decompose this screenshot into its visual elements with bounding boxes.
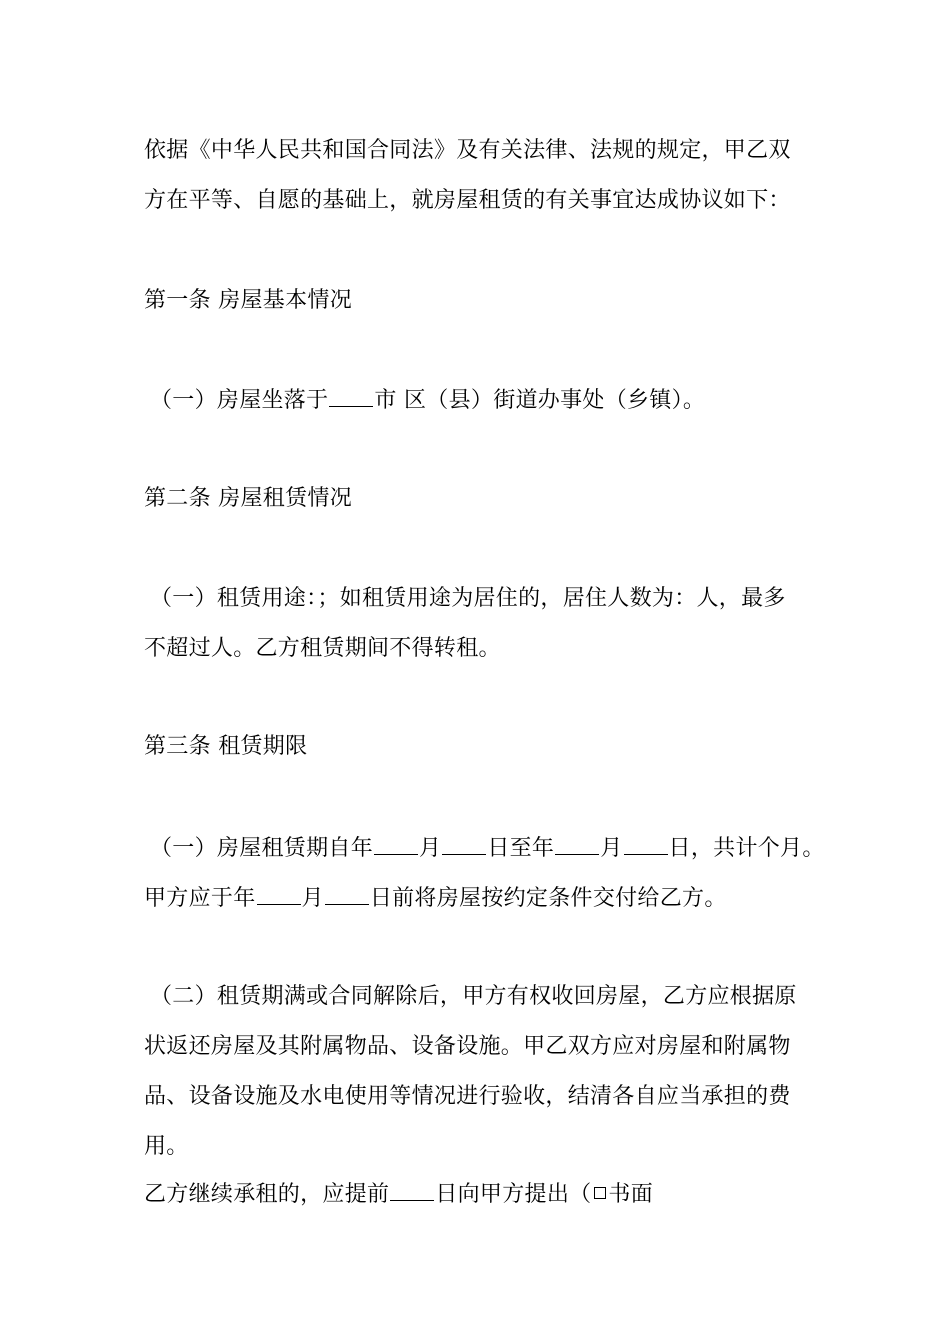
total-months-label: 日，共计个月。 [668,836,825,861]
preamble-line-1: 依据《中华人民共和国合同法》及有关法律、法规的规定，甲乙双 [144,138,791,163]
written-label: 书面 [608,1182,654,1207]
article-3-title: 第三条 租赁期限 [144,734,308,759]
article-2-title: 第二条 房屋租赁情况 [144,486,352,511]
location-suffix: 市 区（县）街道办事处（乡镇）。 [374,388,706,413]
article-1-heading [144,276,819,326]
article-3-item-2-line-2: 状返还房屋及其附属物品、设备设施。甲乙双方应对房屋和附属物 [144,1034,791,1059]
lease-period-prefix: （一）房屋租赁期自年 [150,836,374,861]
to-year-label: 日至年 [487,836,555,861]
delivery-day-blank[interactable] [325,884,369,905]
delivery-month-blank[interactable] [257,884,301,905]
end-month-blank[interactable] [555,834,599,855]
article-1-title: 第一条 房屋基本情况 [144,288,352,313]
article-1-item-1-line [150,376,825,426]
start-day-blank[interactable] [442,834,486,855]
preamble-line-2: 方在平等、自愿的基础上，就房屋租赁的有关事宜达成协议如下： [144,188,791,213]
delivery-suffix: 日前将房屋按约定条件交付给乙方。 [369,886,727,911]
month-label-2: 月 [600,836,623,861]
end-day-blank[interactable] [624,834,668,855]
location-prefix: （一）房屋坐落于 [150,388,329,413]
month-label-3: 月 [301,886,324,911]
article-3-item-1-line-1 [144,824,825,874]
city-blank[interactable] [329,386,373,407]
renewal-middle: 日向甲方提出（ [435,1182,592,1207]
renewal-paragraph [144,1170,819,1220]
article-3-item-1 [144,824,825,924]
renewal-days-blank[interactable] [390,1180,434,1201]
month-label: 月 [419,836,442,861]
delivery-prefix: 甲方应于年 [144,886,256,911]
renewal-prefix: 乙方继续承租的，应提前 [144,1182,390,1207]
written-checkbox[interactable] [594,1187,606,1199]
article-3-item-2-line-3: 品、设备设施及水电使用等情况进行验收，结清各自应当承担的费 [144,1084,791,1109]
start-month-blank[interactable] [374,834,418,855]
article-3-item-1-line-2 [144,874,819,924]
article-3-item-2 [144,972,819,1172]
article-3-item-2-line-4: 用。 [144,1134,189,1159]
preamble-paragraph [144,126,819,226]
article-2-item-1-line-1: （一）租赁用途：；如租赁用途为居住的，居住人数为：人，最多 [150,586,786,611]
article-2-item-1-line-2: 不超过人。乙方租赁期间不得转租。 [144,636,501,661]
article-3-heading [144,722,819,772]
article-2-heading [144,474,819,524]
article-3-item-2-line-1: （二）租赁期满或合同解除后，甲方有权收回房屋，乙方应根据原 [150,984,797,1009]
article-2-item-1 [144,574,819,674]
renewal-line [144,1170,819,1220]
article-1-item-1 [150,376,825,426]
